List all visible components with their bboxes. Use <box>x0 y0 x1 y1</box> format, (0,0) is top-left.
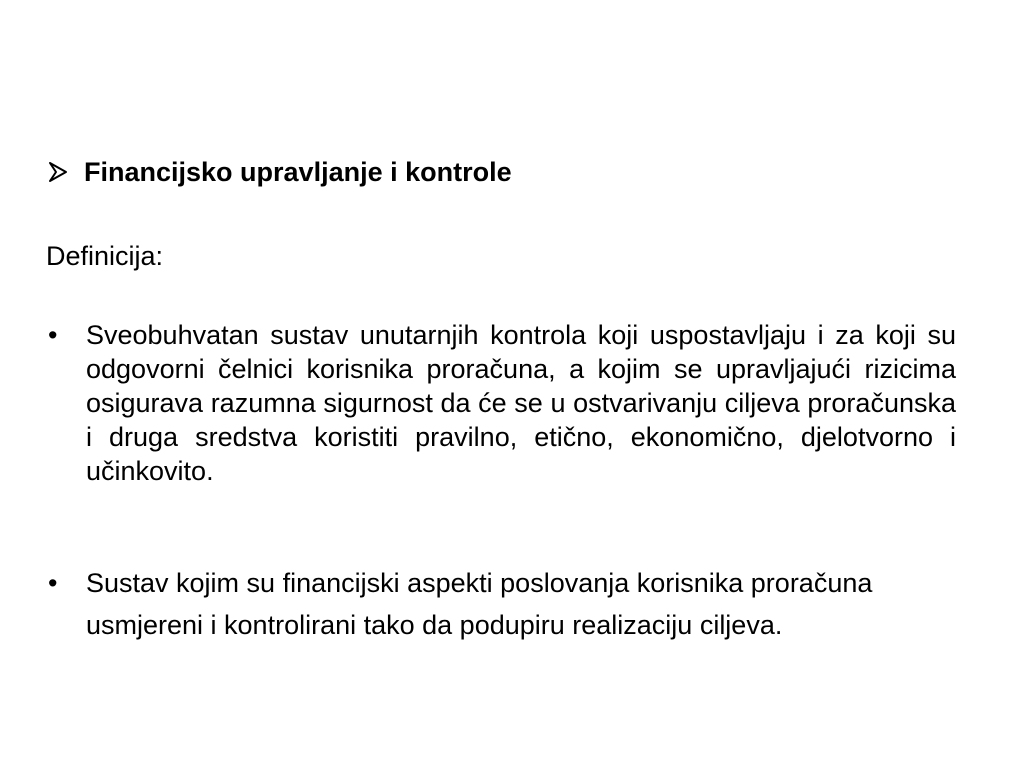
bullet-item <box>48 318 956 488</box>
bullet-text: Sveobuhvatan sustav unutarnjih kontrola koji uspostavljaju i za koji su odgovorni čelnici korisnika proračuna, a kojim se upravljajući rizicima osigurava razumna sigurnost da će se u ostvarivanju ciljeva proračunska i druga sredstva koristiti pravilno, etično, ekonomično, djelotvorno i učinkovito. <box>86 320 956 486</box>
arrow-right-icon <box>48 161 68 183</box>
bullet-marker: • <box>48 320 58 350</box>
definition-label: Definicija: <box>46 241 164 271</box>
slide-heading: Financijsko upravljanje i kontrole <box>84 157 512 187</box>
bullet-text: Sustav kojim su financijski aspekti poslovanja korisnika proračuna usmjereni i kontrolirani tako da podupiru realizaciju ciljeva. <box>86 568 873 640</box>
bullet-item <box>48 562 956 646</box>
bullet-marker: • <box>48 568 58 598</box>
heading-row <box>48 152 512 192</box>
